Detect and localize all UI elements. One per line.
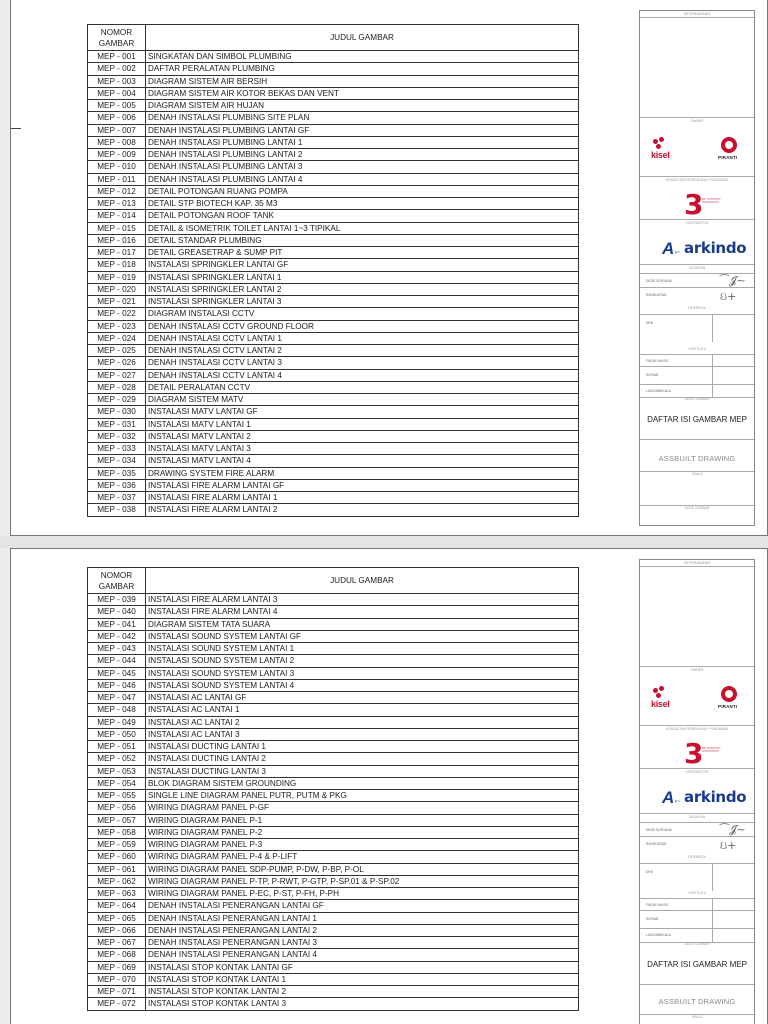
drawing-number: MEP - 067 <box>88 937 146 949</box>
drawing-title-cell: DETAIL STP BIOTECH KAP. 35 M3 <box>146 198 579 210</box>
drawing-number: MEP - 022 <box>88 308 146 320</box>
drawing-number: MEP - 031 <box>88 418 146 430</box>
drawing-number: MEP - 044 <box>88 655 146 667</box>
drawing-number: MEP - 021 <box>88 296 146 308</box>
table-row <box>88 75 579 87</box>
col-header-no: NOMOR GAMBAR <box>88 568 146 594</box>
drawing-number: MEP - 055 <box>88 790 146 802</box>
table-row <box>88 124 579 136</box>
drawing-title-cell: DENAH INSTALASI PLUMBING LANTAI 1 <box>146 136 579 148</box>
drawing-title: DAFTAR ISI GAMBAR MEP <box>647 960 747 969</box>
drawing-title-cell: DRAWING SYSTEM FIRE ALARM <box>146 467 579 479</box>
drawing-number: MEP - 041 <box>88 618 146 630</box>
col-header-title: JUDUL GAMBAR <box>146 568 579 594</box>
drawing-title-cell: INSTALASI STOP KONTAK LANTAI 3 <box>146 998 579 1010</box>
drawing-title-cell: INSTALASI STOP KONTAK LANTAI GF <box>146 961 579 973</box>
drawing-sheet-2 <box>10 548 768 1024</box>
drawing-title-cell: DIAGRAM SISTEM TATA SUARA <box>146 618 579 630</box>
drawing-title-cell: WIRING DIAGRAM PANEL P-TP, P-RWT, P-GTP, P-SP.01 & P-SP.02 <box>146 875 579 887</box>
drawing-title-cell: DETAIL STANDAR PLUMBING <box>146 234 579 246</box>
table-row <box>88 394 579 406</box>
konsultan-logo: 3 PT. ━━━━━━━━ ━━━━━━━━━━ <box>684 188 721 221</box>
signature-row-2: RAYMUNTAN ઇ+ <box>640 836 754 853</box>
drawing-number: MEP - 019 <box>88 271 146 283</box>
drawing-list-table <box>87 24 579 517</box>
drawing-title-cell: DENAH INSTALASI CCTV LANTAI 1 <box>146 332 579 344</box>
drawing-number: MEP - 009 <box>88 149 146 161</box>
title-block <box>639 10 755 526</box>
drawing-number: MEP - 056 <box>88 802 146 814</box>
table-row <box>88 741 579 753</box>
drawing-title-cell: INSTALASI SOUND SYSTEM LANTAI 1 <box>146 643 579 655</box>
table-row <box>88 961 579 973</box>
drawing-number: MEP - 005 <box>88 100 146 112</box>
konsultan-logo-area <box>640 736 754 770</box>
drawing-number: MEP - 054 <box>88 777 146 789</box>
drawing-title-cell: WIRING DIAGRAM PANEL P-1 <box>146 814 579 826</box>
table-row <box>88 234 579 246</box>
drawing-number: MEP - 062 <box>88 875 146 887</box>
drawing-title-cell: DENAH INSTALASI PENERANGAN LANTAI 4 <box>146 949 579 961</box>
table-row <box>88 136 579 148</box>
piranti-logo: PIRANTI <box>718 686 742 712</box>
drawing-title-cell: WIRING DIAGRAM PANEL P-EC, P-ST, P-FH, P-PH <box>146 888 579 900</box>
drawing-title-cell: DENAH INSTALASI PENERANGAN LANTAI 3 <box>146 937 579 949</box>
drawing-title-cell: DENAH INSTALASI PENERANGAN LANTAI 2 <box>146 924 579 936</box>
drawing-title-cell: DENAH INSTALASI PLUMBING SITE PLAN <box>146 112 579 124</box>
drawing-number: MEP - 053 <box>88 765 146 777</box>
drawing-number: MEP - 064 <box>88 900 146 912</box>
drawing-title-cell: INSTALASI MATV LANTAI 2 <box>146 430 579 442</box>
drawing-title-cell: WIRING DIAGRAM PANEL P-3 <box>146 839 579 851</box>
drawing-title-cell: DIAGRAM SISTEM AIR HUJAN <box>146 100 579 112</box>
drawing-number: MEP - 070 <box>88 973 146 985</box>
drawing-number: MEP - 014 <box>88 210 146 222</box>
drawing-title-cell: INSTALASI MATV LANTAI GF <box>146 406 579 418</box>
piranti-logo: PIRANTI <box>718 137 742 163</box>
drawing-number: MEP - 027 <box>88 369 146 381</box>
diperiksa-label: DIPERIKSA <box>688 306 706 310</box>
table-row <box>88 728 579 740</box>
drawing-title-cell: DENAH INSTALASI CCTV GROUND FLOOR <box>146 320 579 332</box>
table-row <box>88 973 579 985</box>
drawing-title-cell: WIRING DIAGRAM PANEL SDP-PUMP, P-DW, P-BP, P-OL <box>146 863 579 875</box>
drawing-title-cell: INSTALASI MATV LANTAI 4 <box>146 455 579 467</box>
drawing-title-cell: DETAIL POTONGAN RUANG POMPA <box>146 185 579 197</box>
approval-row-2: IKHSAN <box>640 366 754 384</box>
table-row <box>88 247 579 259</box>
margin-tick <box>11 128 21 129</box>
keterangan-label: KETERANGAN <box>640 560 754 567</box>
drawing-number: MEP - 035 <box>88 467 146 479</box>
kisel-logo: kisel <box>650 137 680 163</box>
table-row <box>88 381 579 393</box>
skala-label: SKALA <box>691 1015 703 1019</box>
table-row <box>88 814 579 826</box>
table-row <box>88 210 579 222</box>
drawing-number: MEP - 052 <box>88 753 146 765</box>
drawing-title-cell: WIRING DIAGRAM PANEL P-GF <box>146 802 579 814</box>
drawing-number: MEP - 063 <box>88 888 146 900</box>
drawing-title-cell: INSTALASI SOUND SYSTEM LANTAI GF <box>146 630 579 642</box>
table-row <box>88 716 579 728</box>
table-row <box>88 492 579 504</box>
disetujui-label: DISETUJUI <box>688 891 706 895</box>
kontraktor-logo-area <box>640 231 754 261</box>
table-row <box>88 753 579 765</box>
approval-row-1: FIRJAY ANGGI <box>640 898 754 910</box>
drawing-number: MEP - 072 <box>88 998 146 1010</box>
drawing-title-cell: WIRING DIAGRAM PANEL P-4 & P-LIFT <box>146 851 579 863</box>
drawing-number: MEP - 065 <box>88 912 146 924</box>
drawing-number: MEP - 010 <box>88 161 146 173</box>
drawing-title-cell: SINGLE LINE DIAGRAM PANEL PUTR, PUTM & PKG <box>146 790 579 802</box>
table-row <box>88 777 579 789</box>
drawing-title-cell: DENAH INSTALASI PLUMBING LANTAI GF <box>146 124 579 136</box>
drawing-number: MEP - 058 <box>88 826 146 838</box>
drawing-number: MEP - 068 <box>88 949 146 961</box>
konsultan-label: KONSULTAN PERENCANA / PENGAWAS <box>665 178 729 182</box>
drawing-title-cell: BLOK DIAGRAM SISTEM GROUNDING <box>146 777 579 789</box>
table-row <box>88 765 579 777</box>
drawing-number: MEP - 013 <box>88 198 146 210</box>
drawing-number: MEP - 020 <box>88 283 146 295</box>
drawing-title-cell: DENAH INSTALASI PLUMBING LANTAI 2 <box>146 149 579 161</box>
drawing-number: MEP - 023 <box>88 320 146 332</box>
table-row <box>88 100 579 112</box>
drawing-number: MEP - 025 <box>88 345 146 357</box>
drawing-title-cell: INSTALASI SPRINGKLER LANTAI 1 <box>146 271 579 283</box>
drawing-title-cell: DENAH INSTALASI PENERANGAN LANTAI 1 <box>146 912 579 924</box>
signature-1: ⁀𝓙~ <box>720 274 746 287</box>
drawing-title-cell: DENAH INSTALASI PENERANGAN LANTAI GF <box>146 900 579 912</box>
drawing-number: MEP - 051 <box>88 741 146 753</box>
drawing-number: MEP - 001 <box>88 51 146 63</box>
drawing-number: MEP - 016 <box>88 234 146 246</box>
drawing-title-cell: DIAGRAM SISTEM MATV <box>146 394 579 406</box>
drawing-title-cell: INSTALASI FIRE ALARM LANTAI 1 <box>146 492 579 504</box>
table-row <box>88 986 579 998</box>
drawing-title-cell: DIAGRAM SISTEM AIR KOTOR BEKAS DAN VENT <box>146 87 579 99</box>
drawing-title-cell: INSTALASI SPRINGKLER LANTAI 2 <box>146 283 579 295</box>
drawing-number: MEP - 049 <box>88 716 146 728</box>
table-row <box>88 467 579 479</box>
drawing-title-cell: INSTALASI MATV LANTAI 1 <box>146 418 579 430</box>
table-row <box>88 606 579 618</box>
drawing-title-cell: INSTALASI SOUND SYSTEM LANTAI 2 <box>146 655 579 667</box>
drawing-title-cell: INSTALASI SPRINGKLER LANTAI 3 <box>146 296 579 308</box>
signature-row-1: DEDE SURYANA ⁀𝓙~ <box>640 273 754 287</box>
table-row <box>88 679 579 691</box>
drawing-title-cell: INSTALASI SOUND SYSTEM LANTAI 3 <box>146 667 579 679</box>
kontraktor-label: KONTRAKTOR <box>685 770 709 774</box>
table-row <box>88 875 579 887</box>
drawing-number: MEP - 038 <box>88 504 146 516</box>
drawing-title-cell: INSTALASI STOP KONTAK LANTAI 2 <box>146 986 579 998</box>
drawing-title-cell: INSTALASI SOUND SYSTEM LANTAI 4 <box>146 679 579 691</box>
drawing-number: MEP - 036 <box>88 479 146 491</box>
table-row <box>88 63 579 75</box>
table-row <box>88 618 579 630</box>
drawing-title-cell: INSTALASI AC LANTAI 3 <box>146 728 579 740</box>
drawing-title-cell: DETAIL & ISOMETRIK TOILET LANTAI 1~3 TIPIKAL <box>146 222 579 234</box>
table-row <box>88 320 579 332</box>
table-row <box>88 643 579 655</box>
drawing-title-cell: DIAGRAM INSTALASI CCTV <box>146 308 579 320</box>
approval-row-3: LUKA MAKKALA <box>640 928 754 942</box>
table-row <box>88 161 579 173</box>
drawing-number: MEP - 002 <box>88 63 146 75</box>
drawing-number: MEP - 030 <box>88 406 146 418</box>
kontraktor-label: KONTRAKTOR <box>685 221 709 225</box>
drawing-number: MEP - 015 <box>88 222 146 234</box>
col-header-title: JUDUL GAMBAR <box>146 25 579 51</box>
drawing-title-cell: DENAH INSTALASI CCTV LANTAI 3 <box>146 357 579 369</box>
drawing-number: MEP - 059 <box>88 839 146 851</box>
page-gap <box>0 536 768 548</box>
table-row <box>88 692 579 704</box>
table-row <box>88 924 579 936</box>
table-row <box>88 851 579 863</box>
drawing-number: MEP - 037 <box>88 492 146 504</box>
drawing-number: MEP - 034 <box>88 455 146 467</box>
owner-logos <box>640 131 754 175</box>
table-row <box>88 937 579 949</box>
drawing-title-cell: DENAH INSTALASI CCTV LANTAI 4 <box>146 369 579 381</box>
table-row <box>88 912 579 924</box>
drawing-title-cell: INSTALASI FIRE ALARM LANTAI 3 <box>146 594 579 606</box>
table-row <box>88 51 579 63</box>
diperiksa-row: DRK <box>640 314 754 342</box>
drawing-number: MEP - 033 <box>88 443 146 455</box>
drawing-title-cell: DETAIL POTONGAN ROOF TANK <box>146 210 579 222</box>
table-row <box>88 271 579 283</box>
owner-logos <box>640 680 754 724</box>
approval-row-3: LUKA MAKKALA <box>640 384 754 398</box>
drawing-title-cell: DENAH INSTALASI CCTV LANTAI 2 <box>146 345 579 357</box>
drawing-title-cell: INSTALASI AC LANTAI GF <box>146 692 579 704</box>
drawing-title-cell: DETAIL GREASETRAP & SUMP PIT <box>146 247 579 259</box>
drawing-title-cell: DENAH INSTALASI PLUMBING LANTAI 3 <box>146 161 579 173</box>
drawing-number: MEP - 066 <box>88 924 146 936</box>
drawing-number: MEP - 042 <box>88 630 146 642</box>
table-row <box>88 308 579 320</box>
signature-1: ⁀𝓙~ <box>720 823 746 836</box>
drawing-number: MEP - 004 <box>88 87 146 99</box>
table-row <box>88 296 579 308</box>
konsultan-logo-area <box>640 187 754 221</box>
drawing-title: DAFTAR ISI GAMBAR MEP <box>647 415 747 424</box>
drawing-number: MEP - 003 <box>88 75 146 87</box>
drawing-number: MEP - 047 <box>88 692 146 704</box>
drawing-number: MEP - 046 <box>88 679 146 691</box>
diajukan-label: DIAJUKAN <box>688 815 706 819</box>
diajukan-label: DIAJUKAN <box>688 266 706 270</box>
kontraktor-logo-area <box>640 780 754 810</box>
drawing-number: MEP - 006 <box>88 112 146 124</box>
table-row <box>88 790 579 802</box>
drawing-number: MEP - 029 <box>88 394 146 406</box>
drawing-title-cell: INSTALASI FIRE ALARM LANTAI 2 <box>146 504 579 516</box>
owner-label: OWNER <box>690 119 704 123</box>
table-row <box>88 839 579 851</box>
table-row <box>88 455 579 467</box>
drawing-number: MEP - 026 <box>88 357 146 369</box>
table-row <box>88 863 579 875</box>
table-row <box>88 259 579 271</box>
drawing-title-cell: WIRING DIAGRAM PANEL P-2 <box>146 826 579 838</box>
table-row <box>88 704 579 716</box>
drawing-number: MEP - 069 <box>88 961 146 973</box>
table-row <box>88 185 579 197</box>
drawing-number: MEP - 048 <box>88 704 146 716</box>
drawing-number: MEP - 024 <box>88 332 146 344</box>
drawing-sheet-1 <box>10 0 768 536</box>
drawing-title-cell: INSTALASI AC LANTAI 1 <box>146 704 579 716</box>
col-header-no: NOMOR GAMBAR <box>88 25 146 51</box>
judul-label: JUDUL GAMBAR <box>684 397 710 401</box>
signature-2: ઇ+ <box>720 839 737 852</box>
table-row <box>88 198 579 210</box>
kisel-logo: kisel <box>650 686 680 712</box>
owner-label: OWNER <box>690 668 704 672</box>
drawing-number: MEP - 039 <box>88 594 146 606</box>
table-row <box>88 87 579 99</box>
konsultan-logo: 3 PT. ━━━━━━━━ ━━━━━━━━━━ <box>684 737 721 770</box>
table-row <box>88 998 579 1010</box>
table-row <box>88 406 579 418</box>
drawing-title-cell: INSTALASI MATV LANTAI 3 <box>146 443 579 455</box>
drawing-status: ASSBUILT DRAWING <box>658 454 736 463</box>
table-row <box>88 594 579 606</box>
drawing-number: MEP - 043 <box>88 643 146 655</box>
drawing-title-cell: INSTALASI DUCTING LANTAI 1 <box>146 741 579 753</box>
drawing-title-cell: INSTALASI AC LANTAI 2 <box>146 716 579 728</box>
drawing-title-cell: INSTALASI FIRE ALARM LANTAI GF <box>146 479 579 491</box>
drawing-number: MEP - 008 <box>88 136 146 148</box>
table-row <box>88 479 579 491</box>
drawing-title-cell: DETAIL PERALATAN CCTV <box>146 381 579 393</box>
table-row <box>88 112 579 124</box>
table-row <box>88 443 579 455</box>
approval-row-2: IKHSAN <box>640 910 754 928</box>
diperiksa-row: DRK <box>640 863 754 891</box>
table-row <box>88 630 579 642</box>
drawing-title-cell: INSTALASI FIRE ALARM LANTAI 4 <box>146 606 579 618</box>
table-row <box>88 222 579 234</box>
table-row <box>88 283 579 295</box>
table-row <box>88 345 579 357</box>
approval-row-1: FIRJAY ANGGI <box>640 354 754 366</box>
drawing-title-cell: DAFTAR PERALATAN PLUMBING <box>146 63 579 75</box>
signature-2: ઇ+ <box>720 290 737 303</box>
kode-label: KODE GAMBAR <box>684 506 710 510</box>
table-row <box>88 900 579 912</box>
drawing-number: MEP - 017 <box>88 247 146 259</box>
drawing-status: ASSBUILT DRAWING <box>658 997 736 1006</box>
table-row <box>88 430 579 442</box>
drawing-title-cell: INSTALASI SPRINGKLER LANTAI GF <box>146 259 579 271</box>
keterangan-label: KETERANGAN <box>640 11 754 18</box>
signature-row-1: DEDE SURYANA ⁀𝓙~ <box>640 822 754 836</box>
drawing-number: MEP - 018 <box>88 259 146 271</box>
drawing-number: MEP - 050 <box>88 728 146 740</box>
table-row <box>88 504 579 516</box>
drawing-number: MEP - 028 <box>88 381 146 393</box>
table-row <box>88 332 579 344</box>
drawing-number: MEP - 032 <box>88 430 146 442</box>
drawing-title-cell: DIAGRAM SISTEM AIR BERSIH <box>146 75 579 87</box>
table-row <box>88 826 579 838</box>
table-row <box>88 888 579 900</box>
judul-label: JUDUL GAMBAR <box>684 942 710 946</box>
diperiksa-label: DIPERIKSA <box>688 855 706 859</box>
skala-label: SKALA <box>691 472 703 476</box>
drawing-number: MEP - 012 <box>88 185 146 197</box>
table-row <box>88 369 579 381</box>
drawing-number: MEP - 007 <box>88 124 146 136</box>
drawing-title-cell: INSTALASI STOP KONTAK LANTAI 1 <box>146 973 579 985</box>
drawing-list-table <box>87 567 579 1011</box>
table-row <box>88 655 579 667</box>
table-row <box>88 173 579 185</box>
table-row <box>88 667 579 679</box>
drawing-title-cell: SINGKATAN DAN SIMBOL PLUMBING <box>146 51 579 63</box>
drawing-title-cell: INSTALASI DUCTING LANTAI 3 <box>146 765 579 777</box>
table-row <box>88 418 579 430</box>
table-row <box>88 357 579 369</box>
table-row <box>88 949 579 961</box>
drawing-number: MEP - 011 <box>88 173 146 185</box>
drawing-title-cell: INSTALASI DUCTING LANTAI 2 <box>146 753 579 765</box>
arkindo-logo: A p.t. arkindo <box>662 239 747 258</box>
drawing-number: MEP - 057 <box>88 814 146 826</box>
table-row <box>88 149 579 161</box>
title-block <box>639 559 755 1024</box>
drawing-title-cell: DENAH INSTALASI PLUMBING LANTAI 4 <box>146 173 579 185</box>
signature-row-2: RAYMUNTAN ઇ+ <box>640 287 754 304</box>
drawing-number: MEP - 045 <box>88 667 146 679</box>
table-row <box>88 802 579 814</box>
drawing-number: MEP - 060 <box>88 851 146 863</box>
konsultan-label: KONSULTAN PERENCANA / PENGAWAS <box>665 727 729 731</box>
disetujui-label: DISETUJUI <box>688 347 706 351</box>
drawing-number: MEP - 061 <box>88 863 146 875</box>
drawing-number: MEP - 071 <box>88 986 146 998</box>
arkindo-logo: A p.t. arkindo <box>662 788 747 807</box>
drawing-number: MEP - 040 <box>88 606 146 618</box>
